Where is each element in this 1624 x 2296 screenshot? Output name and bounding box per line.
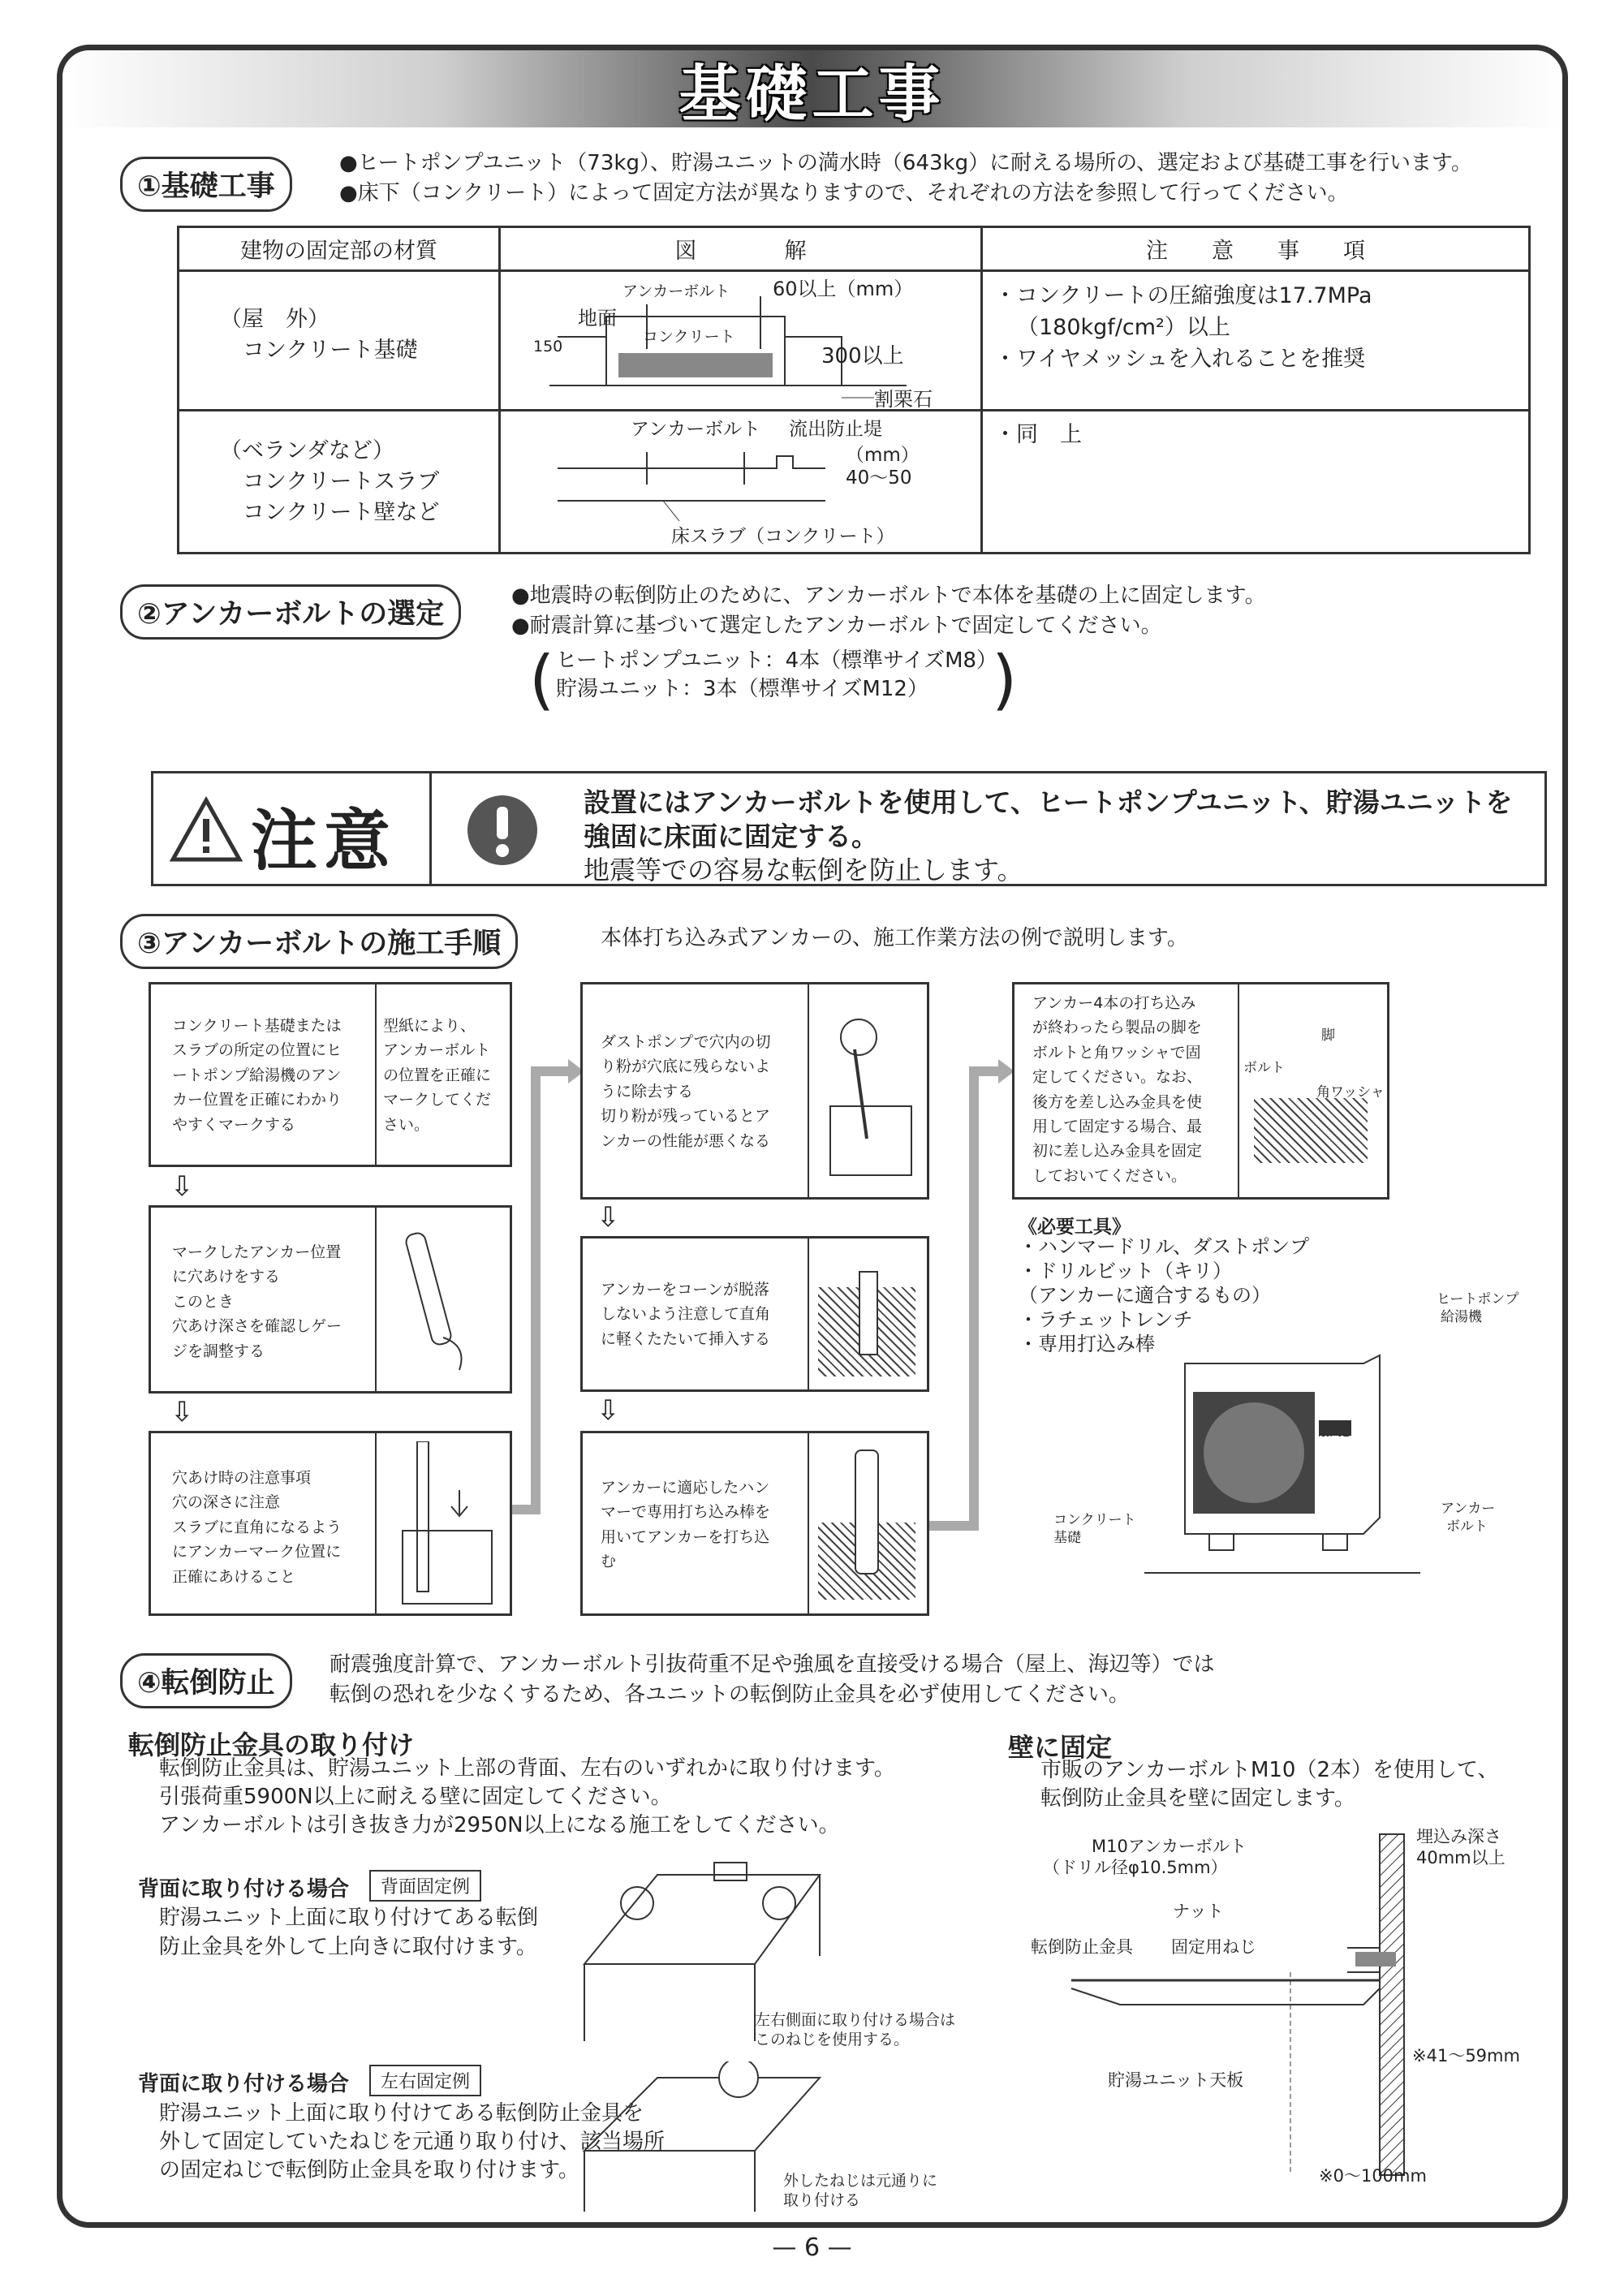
section4-intro-2: 転倒の恐れを少なくするため、各ユニットの転倒防止金具を必ず使用してください。 [330,1682,1130,1707]
row1-note-3: ・ワイヤメッシュを入れることを推奨 [994,347,1366,373]
caution-line-2: 強固に床面に固定する。 [584,821,878,852]
section2-label: ②アンカーボルトの選定 [120,584,461,640]
wall-label-drill: （ドリル径φ10.5mm） [1043,1858,1228,1877]
section3-intro: 本体打ち込み式アンカーの、施工作業方法の例で説明します。 [601,926,1188,950]
section1-bullet-1: ●ヒートポンプユニット（73kg）、貯湯ユニットの満水時（643kg）に耐える場所の、選定および基礎工事を行います。 [339,151,1472,175]
unit-label-heatpump-2: 給湯機 [1441,1309,1482,1325]
caution-label: 注意 [251,803,398,880]
down-arrow-icon: ⇩ [597,1201,620,1234]
step-6-text: アンカーに適応したハン マーで専用打ち込み棒を 用いてアンカーを打ち込 む [601,1479,771,1571]
table-header-notes: 注 意 事 項 [982,227,1530,271]
diagram2-label-dam: 流出防止堤 [789,419,882,440]
row1-note-2: （180kgf/cm²）以上 [1017,315,1230,341]
drill-illustration [394,1224,492,1378]
diagram1-label-ground: 地面 [578,307,617,330]
side-note-1: 外したねじは元通りに [783,2172,938,2190]
section2-paren-2: 貯湯ユニット：3本（標準サイズM12） [556,677,928,701]
side-line-2: 外して固定していたねじを元通り取り付け、該当場所 [159,2130,665,2154]
side-tag: 左右固定例 [369,2065,481,2096]
page-number-wrap: — 6 — [772,2234,852,2262]
wall-label-dim1: ※41～59mm [1412,2046,1520,2066]
wall-label-bolt: M10アンカーボルト [1092,1837,1247,1856]
unit-label-concrete-2: 基礎 [1053,1530,1081,1546]
section2-bullet-2: ●耐震計算に基づいて選定したアンカーボルトで固定してください。 [511,614,1162,638]
row2-note-1: ・同 上 [994,422,1082,447]
step-4-box [580,982,929,1200]
tool-item: ・ドリルビット（キリ） [1019,1260,1233,1282]
caution-line-3: 地震等での容易な転倒を防止します。 [584,855,1023,885]
row2-material-3: コンクリート壁など [243,499,440,525]
unit-label-anchor-1: アンカー [1441,1501,1496,1517]
row2-material-2: コンクリートスラブ [243,468,440,494]
diagram1-label-300: 300以上 [821,344,904,368]
step7-label-washer: 角ワッシャ [1316,1084,1385,1101]
diagram2-label-mm: （mm） [846,445,920,466]
wall-label-nut: ナット [1173,1902,1224,1921]
back-note-1: 左右側面に取り付ける場合は [755,2011,956,2029]
diagram2-label-slab: 床スラブ（コンクリート） [671,526,895,547]
back-heading: 背面に取り付ける場合 [138,1877,350,1902]
side-line-3: の固定ねじで転倒防止金具を取り付けます。 [159,2158,579,2182]
back-line-1: 貯湯ユニット上面に取り付けてある転倒 [159,1906,538,1930]
paren-right: ) [992,642,1018,717]
step-3-text: 穴あけ時の注意事項 穴の深さに注意 スラブに直角になるよう にアンカーマーク位置に 正確にあけること [172,1469,342,1586]
side-heading: 背面に取り付ける場合 [138,2072,350,2096]
bolt-washer-illustration [1254,1098,1368,1163]
wall-line-1: 市販のアンカーボルトM10（2本）を使用して、 [1040,1758,1499,1782]
heat-pump-unit-illustration [1144,1331,1420,1607]
step7-label-bolt: ボルト [1243,1060,1285,1076]
down-arrow-icon: ⇩ [597,1394,620,1427]
section2-bullet-1: ●地震時の転倒防止のために、アンカーボルトで本体を基礎の上に固定します。 [511,584,1266,608]
step-1-text: コンクリート基礎または スラブの所定の位置にヒ ートポンプ給湯機のアン カー位置を正確にわかり やすくマークする [172,1017,342,1134]
step-3-box [149,1431,512,1616]
section4-label: ④転倒防止 [120,1653,292,1708]
unit-label-concrete-1: コンクリート [1053,1512,1136,1528]
wall-label-embed-2: 40mm以上 [1416,1848,1506,1867]
section1-label: ①基礎工事 [120,157,292,212]
tool-item: （アンカーに適合するもの） [1019,1284,1272,1307]
wall-heading: 壁に固定 [1008,1732,1113,1763]
table-header-material: 建物の固定部の材質 [179,227,500,271]
section4-intro-1: 耐震強度計算で、アンカーボルト引抜荷重不足や強風を直接受ける場合（屋上、海辺等）では [330,1652,1215,1677]
row1-note-1: ・コンクリートの圧縮強度は17.7MPa [994,283,1372,308]
diagram1-label-gravel: 割栗石 [874,388,933,411]
tool-item: ・専用打込み棒 [1019,1333,1155,1355]
side-note-2: 取り付ける [783,2191,861,2209]
row1-material-2: コンクリート基礎 [243,337,418,363]
step-6-box [580,1431,929,1616]
page-title: 基礎工事 [678,58,946,130]
down-arrow-icon: ⇩ [170,1170,194,1203]
step-7-box [1012,982,1389,1200]
row1-material-1: （屋 外） [220,307,330,332]
back-note-2: このねじを使用する。 [755,2031,910,2048]
caution-divider [429,773,432,884]
unit-label-anchor-2: ボルト [1446,1518,1488,1535]
foundation-table [177,226,1531,554]
tool-item: ・ハンマードリル、ダストポンプ [1019,1235,1310,1258]
mount-line-3: アンカーボルトは引き抜き力が2950N以上になる施工をしてください。 [159,1813,840,1837]
wall-label-bracket: 転倒防止金具 [1031,1937,1133,1957]
dust-pump-illustration [814,1001,924,1187]
step-4-text: ダストポンプで穴内の切 り粉が穴底に残らないよ うに除去する 切り粉が残っているとア ンカーの性能が悪くなる [601,1033,771,1150]
exclamation-icon [466,794,539,867]
diagram1-label-bolt: アンカーボルト [622,282,730,300]
wall-label-screw: 固定用ねじ [1171,1937,1256,1957]
diagram1-label-concrete: コンクリート [643,328,735,346]
step-2-box [149,1205,512,1394]
drill-depth-illustration [386,1441,508,1608]
step-7-text: アンカー4本の打ち込み が終わったら製品の脚を ボルトと角ワッシャで固 定してください。なお、 後方を差し込み金具を使 用して固定する場合、最 初に差し込み金具を固定 しておいてください。 [1032,994,1203,1185]
diagram2-label-bolt: アンカーボルト [631,419,761,440]
wall-label-embed-1: 埋込み深さ [1416,1827,1501,1846]
diagram1-label-150: 150 [533,338,563,355]
section3-label: ③アンカーボルトの施工手順 [120,914,518,969]
side-line-1: 貯湯ユニット上面に取り付けてある転倒防止金具を [159,2101,644,2126]
brand-logo-text: HITACHI [1319,1435,1367,1447]
mount-heading: 転倒防止金具の取り付け [128,1730,415,1760]
tool-item: ・ラチェットレンチ [1019,1308,1193,1331]
down-arrow-icon: ⇩ [170,1396,194,1428]
wall-label-dim2: ※0～100mm [1319,2166,1427,2186]
back-line-2: 防止金具を外して上向きに取付けます。 [159,1935,537,1959]
wall-label-top: 貯湯ユニット天板 [1108,2070,1244,2090]
diagram1-label-60: 60以上（mm） [773,278,914,300]
mount-line-1: 転倒防止金具は、貯湯ユニット上部の背面、左右のいずれかに取り付けます。 [159,1756,895,1781]
paren-left: ( [529,642,555,717]
page-number: 6 [803,2234,821,2262]
unit-label-heatpump-1: ヒートポンプ [1437,1291,1519,1307]
tools-title: 《必要工具》 [1019,1217,1131,1238]
step-2-text: マークしたアンカー位置 に穴あけをする このとき 穴あけ深さを確認しゲー ジを調整する [172,1243,342,1360]
mount-line-2: 引張荷重5900N以上に耐える壁に固定してください。 [159,1785,672,1809]
table-header-diagram: 図 解 [500,227,982,271]
caution-line-1: 設置にはアンカーボルトを使用して、ヒートポンプユニット、貯湯ユニットを [584,786,1513,818]
row2-material-1: （ベランダなど） [220,438,394,463]
step7-label-leg: 脚 [1321,1027,1335,1044]
step-5-box [580,1236,929,1392]
section2-paren-1: ヒートポンプユニット：4本（標準サイズM8） [556,648,998,673]
step-1-side: 型紙により、 アンカーボルト の位置を正確に マークしてくだ さい。 [383,1017,492,1134]
step-5-text: アンカーをコーンが脱落 しないよう注意して直角 に軽くたたいて挿入する [601,1281,771,1348]
back-tag: 背面固定例 [369,1870,481,1902]
wall-fixing-diagram [1039,1826,1526,2183]
section1-bullet-2: ●床下（コンクリート）によって固定方法が異なりますので、それぞれの方法を参照して行ってください。 [339,181,1349,205]
diagram2-label-40-50: 40～50 [846,467,912,489]
step-1-box [149,982,512,1167]
warning-triangle-icon [170,796,243,863]
table-row [179,271,1530,411]
table-row [179,411,1530,554]
caution-box [151,771,1547,886]
wall-line-2: 転倒防止金具を壁に固定します。 [1040,1786,1355,1811]
